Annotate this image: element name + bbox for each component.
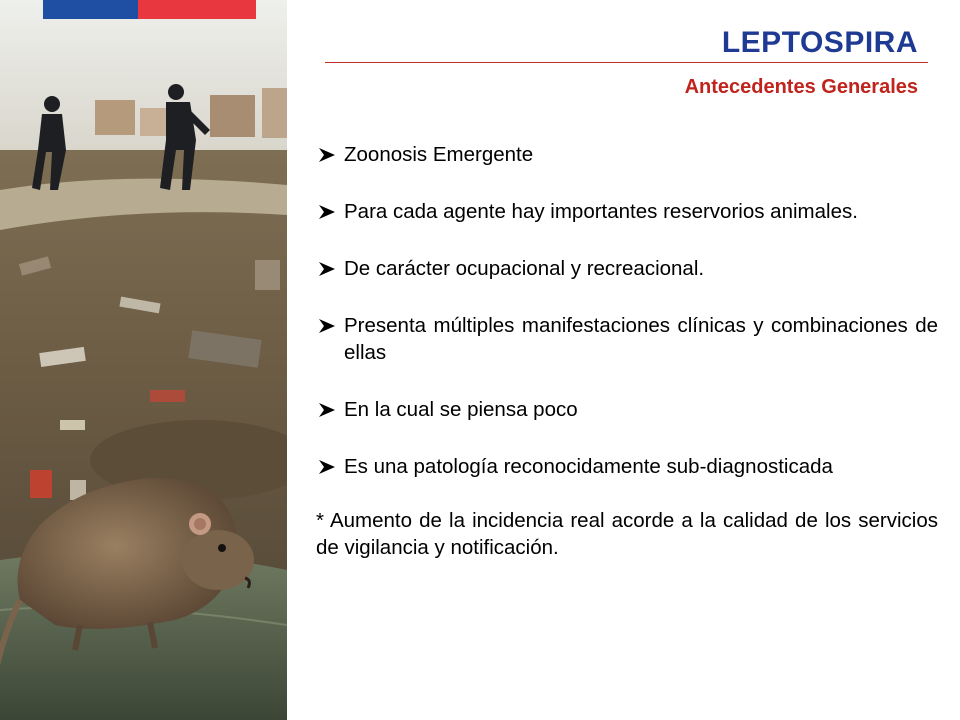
bullet-text: Es una patología reconocidamente sub-diagnosticada bbox=[344, 455, 833, 478]
bullet-text: En la cual se piensa poco bbox=[344, 398, 578, 421]
slide-subtitle: Antecedentes Generales bbox=[684, 76, 918, 98]
bullet-item bbox=[316, 453, 938, 480]
arrow-bullet-icon bbox=[319, 319, 335, 333]
bullet-item bbox=[316, 141, 938, 168]
arrow-bullet-icon bbox=[319, 460, 335, 474]
flag-red-stripe bbox=[138, 0, 256, 19]
bullet-item bbox=[316, 198, 938, 225]
bullet-item bbox=[316, 396, 938, 423]
arrow-bullet-icon bbox=[319, 205, 335, 219]
arrow-bullet-icon bbox=[319, 403, 335, 417]
bullet-item bbox=[316, 255, 938, 282]
title-divider bbox=[325, 62, 928, 63]
footnote: * Aumento de la incidencia real acorde a la calidad de los servicios de vigilancia y notificación. bbox=[316, 509, 938, 559]
slide-content bbox=[316, 141, 938, 561]
bullet-text: Para cada agente hay importantes reservorios animales. bbox=[344, 200, 858, 223]
bullet-list bbox=[316, 141, 938, 480]
flag-blue-stripe bbox=[43, 0, 138, 19]
bullet-text: De carácter ocupacional y recreacional. bbox=[344, 257, 705, 280]
rat-photo-icon bbox=[0, 0, 287, 720]
slide-title: LEPTOSPIRA bbox=[721, 26, 918, 59]
arrow-bullet-icon bbox=[319, 148, 335, 162]
bullet-text: Presenta múltiples manifestaciones clínicas y combinaciones de ellas bbox=[344, 314, 938, 364]
bullet-item bbox=[316, 312, 938, 366]
bullet-text: Zoonosis Emergente bbox=[344, 143, 534, 166]
arrow-bullet-icon bbox=[319, 262, 335, 276]
